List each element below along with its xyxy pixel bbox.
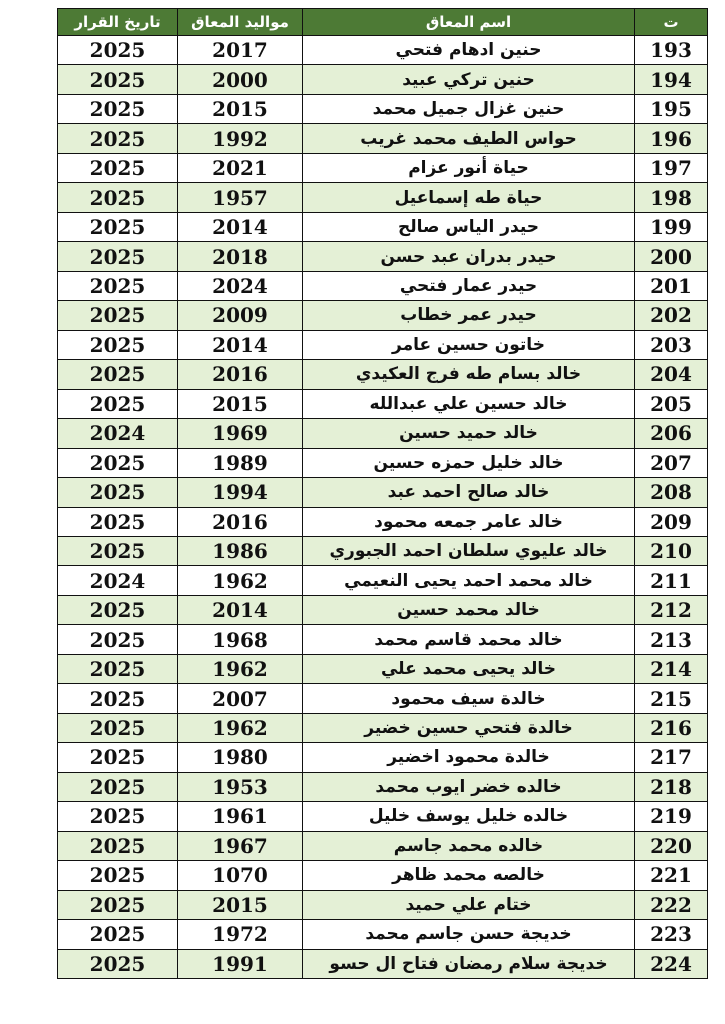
row-birth-cell: 1957 — [178, 183, 303, 212]
table-row — [58, 890, 708, 919]
row-index-cell: 217 — [635, 743, 708, 772]
row-name-cell: خالد حميد حسين — [303, 419, 635, 448]
row-name-cell: خالد بسام طه فرج العكيدي — [303, 360, 635, 389]
table-row — [58, 684, 708, 713]
row-decision-date-cell: 2025 — [58, 124, 178, 153]
row-decision-date-cell: 2025 — [58, 595, 178, 624]
row-decision-date-cell: 2024 — [58, 419, 178, 448]
row-index-cell: 216 — [635, 713, 708, 742]
header-index: ت — [635, 9, 708, 36]
row-name-cell: خالدة فتحي حسين خضير — [303, 713, 635, 742]
row-name-cell: خديجة حسن جاسم محمد — [303, 920, 635, 949]
row-birth-cell: 1962 — [178, 713, 303, 742]
row-name-cell: حيدر بدران عبد حسن — [303, 242, 635, 271]
row-decision-date-cell: 2025 — [58, 949, 178, 978]
row-decision-date-cell: 2025 — [58, 772, 178, 801]
row-name-cell: خالد عامر جمعه محمود — [303, 507, 635, 536]
row-name-cell: خالدة محمود اخضير — [303, 743, 635, 772]
table-row — [58, 301, 708, 330]
row-decision-date-cell: 2025 — [58, 153, 178, 182]
row-index-cell: 213 — [635, 625, 708, 654]
table-row — [58, 536, 708, 565]
row-birth-cell: 2024 — [178, 271, 303, 300]
row-decision-date-cell: 2025 — [58, 920, 178, 949]
row-birth-cell: 2015 — [178, 94, 303, 123]
row-decision-date-cell: 2025 — [58, 301, 178, 330]
table-row — [58, 271, 708, 300]
row-name-cell: ختام علي حميد — [303, 890, 635, 919]
row-index-cell: 210 — [635, 536, 708, 565]
row-birth-cell: 2015 — [178, 890, 303, 919]
row-index-cell: 206 — [635, 419, 708, 448]
row-index-cell: 195 — [635, 94, 708, 123]
row-birth-cell: 1972 — [178, 920, 303, 949]
row-name-cell: حنين تركي عبيد — [303, 65, 635, 94]
table-row — [58, 713, 708, 742]
row-name-cell: حنين ادهام فتحي — [303, 36, 635, 65]
row-index-cell: 223 — [635, 920, 708, 949]
row-index-cell: 202 — [635, 301, 708, 330]
row-index-cell: 221 — [635, 861, 708, 890]
table-row — [58, 478, 708, 507]
table-row — [58, 625, 708, 654]
row-decision-date-cell: 2025 — [58, 65, 178, 94]
row-index-cell: 209 — [635, 507, 708, 536]
row-index-cell: 222 — [635, 890, 708, 919]
row-birth-cell: 1961 — [178, 802, 303, 831]
row-birth-cell: 1986 — [178, 536, 303, 565]
row-index-cell: 207 — [635, 448, 708, 477]
table-row — [58, 419, 708, 448]
row-index-cell: 193 — [635, 36, 708, 65]
row-birth-cell: 1994 — [178, 478, 303, 507]
row-name-cell: خالصه محمد ظاهر — [303, 861, 635, 890]
row-birth-cell: 2000 — [178, 65, 303, 94]
row-name-cell: حيدر عمار فتحي — [303, 271, 635, 300]
header-decision-date: تاريخ القرار — [58, 9, 178, 36]
row-decision-date-cell: 2025 — [58, 360, 178, 389]
table-row — [58, 566, 708, 595]
row-index-cell: 194 — [635, 65, 708, 94]
row-birth-cell: 2018 — [178, 242, 303, 271]
row-birth-cell: 1967 — [178, 831, 303, 860]
table-body — [58, 36, 708, 979]
table-row — [58, 861, 708, 890]
row-decision-date-cell: 2025 — [58, 36, 178, 65]
row-decision-date-cell: 2025 — [58, 507, 178, 536]
row-birth-cell: 1070 — [178, 861, 303, 890]
table-row — [58, 242, 708, 271]
row-decision-date-cell: 2025 — [58, 183, 178, 212]
row-decision-date-cell: 2025 — [58, 94, 178, 123]
table-row — [58, 153, 708, 182]
row-decision-date-cell: 2025 — [58, 478, 178, 507]
table-row — [58, 65, 708, 94]
row-name-cell: خالد حسين علي عبدالله — [303, 389, 635, 418]
row-birth-cell: 2009 — [178, 301, 303, 330]
row-name-cell: خالده خليل يوسف خليل — [303, 802, 635, 831]
row-index-cell: 214 — [635, 654, 708, 683]
row-decision-date-cell: 2025 — [58, 448, 178, 477]
row-birth-cell: 2015 — [178, 389, 303, 418]
header-row — [58, 9, 708, 36]
row-index-cell: 220 — [635, 831, 708, 860]
row-name-cell: حياة طه إسماعيل — [303, 183, 635, 212]
row-decision-date-cell: 2025 — [58, 684, 178, 713]
row-birth-cell: 1980 — [178, 743, 303, 772]
row-decision-date-cell: 2025 — [58, 389, 178, 418]
row-index-cell: 215 — [635, 684, 708, 713]
row-decision-date-cell: 2025 — [58, 654, 178, 683]
row-decision-date-cell: 2025 — [58, 713, 178, 742]
row-name-cell: حواس الطيف محمد غريب — [303, 124, 635, 153]
row-name-cell: حيدر عمر خطاب — [303, 301, 635, 330]
table-row — [58, 831, 708, 860]
row-birth-cell: 2014 — [178, 212, 303, 241]
row-name-cell: خالده خضر ايوب محمد — [303, 772, 635, 801]
table-header — [58, 9, 708, 36]
row-name-cell: خالد عليوي سلطان احمد الجبوري — [303, 536, 635, 565]
table-row — [58, 94, 708, 123]
row-index-cell: 208 — [635, 478, 708, 507]
table-row — [58, 360, 708, 389]
row-name-cell: حيدر الياس صالح — [303, 212, 635, 241]
row-index-cell: 218 — [635, 772, 708, 801]
row-index-cell: 212 — [635, 595, 708, 624]
row-decision-date-cell: 2025 — [58, 890, 178, 919]
row-index-cell: 205 — [635, 389, 708, 418]
table-row — [58, 743, 708, 772]
row-birth-cell: 1992 — [178, 124, 303, 153]
row-name-cell: خديجة سلام رمضان فتاح ال حسو — [303, 949, 635, 978]
table-row — [58, 330, 708, 359]
table-row — [58, 183, 708, 212]
row-index-cell: 198 — [635, 183, 708, 212]
row-index-cell: 211 — [635, 566, 708, 595]
table-row — [58, 448, 708, 477]
table-row — [58, 507, 708, 536]
row-birth-cell: 2007 — [178, 684, 303, 713]
row-name-cell: خالد محمد حسين — [303, 595, 635, 624]
table-row — [58, 212, 708, 241]
row-birth-cell: 2016 — [178, 507, 303, 536]
disabled-persons-table-container — [57, 8, 707, 979]
row-decision-date-cell: 2025 — [58, 212, 178, 241]
row-decision-date-cell: 2025 — [58, 271, 178, 300]
row-birth-cell: 2021 — [178, 153, 303, 182]
row-name-cell: خالده محمد جاسم — [303, 831, 635, 860]
row-index-cell: 197 — [635, 153, 708, 182]
row-decision-date-cell: 2025 — [58, 625, 178, 654]
row-birth-cell: 1991 — [178, 949, 303, 978]
row-index-cell: 200 — [635, 242, 708, 271]
row-birth-cell: 1969 — [178, 419, 303, 448]
table-row — [58, 920, 708, 949]
table-row — [58, 389, 708, 418]
row-decision-date-cell: 2025 — [58, 831, 178, 860]
row-index-cell: 224 — [635, 949, 708, 978]
header-name: اسم المعاق — [303, 9, 635, 36]
row-name-cell: خالد خليل حمزه حسين — [303, 448, 635, 477]
row-name-cell: خالد يحيى محمد علي — [303, 654, 635, 683]
table-row — [58, 949, 708, 978]
row-birth-cell: 1962 — [178, 566, 303, 595]
row-birth-cell: 1953 — [178, 772, 303, 801]
row-decision-date-cell: 2025 — [58, 802, 178, 831]
row-decision-date-cell: 2025 — [58, 861, 178, 890]
row-name-cell: خالد صالح احمد عبد — [303, 478, 635, 507]
row-birth-cell: 2017 — [178, 36, 303, 65]
row-index-cell: 203 — [635, 330, 708, 359]
row-name-cell: خالد محمد احمد يحيى النعيمي — [303, 566, 635, 595]
table-row — [58, 36, 708, 65]
row-decision-date-cell: 2025 — [58, 743, 178, 772]
row-birth-cell: 1989 — [178, 448, 303, 477]
row-name-cell: خاتون حسين عامر — [303, 330, 635, 359]
row-birth-cell: 2016 — [178, 360, 303, 389]
row-index-cell: 199 — [635, 212, 708, 241]
row-birth-cell: 2014 — [178, 595, 303, 624]
row-birth-cell: 1962 — [178, 654, 303, 683]
row-name-cell: خالدة سيف محمود — [303, 684, 635, 713]
row-index-cell: 196 — [635, 124, 708, 153]
row-birth-cell: 2014 — [178, 330, 303, 359]
table-row — [58, 124, 708, 153]
table-row — [58, 772, 708, 801]
header-birth: مواليد المعاق — [178, 9, 303, 36]
row-decision-date-cell: 2025 — [58, 330, 178, 359]
table-row — [58, 802, 708, 831]
row-name-cell: حنين غزال جميل محمد — [303, 94, 635, 123]
row-birth-cell: 1968 — [178, 625, 303, 654]
row-decision-date-cell: 2024 — [58, 566, 178, 595]
row-name-cell: حياة أنور عزام — [303, 153, 635, 182]
row-index-cell: 204 — [635, 360, 708, 389]
row-decision-date-cell: 2025 — [58, 242, 178, 271]
row-name-cell: خالد محمد قاسم محمد — [303, 625, 635, 654]
row-index-cell: 219 — [635, 802, 708, 831]
disabled-persons-table — [57, 8, 708, 979]
row-index-cell: 201 — [635, 271, 708, 300]
table-row — [58, 595, 708, 624]
row-decision-date-cell: 2025 — [58, 536, 178, 565]
table-row — [58, 654, 708, 683]
